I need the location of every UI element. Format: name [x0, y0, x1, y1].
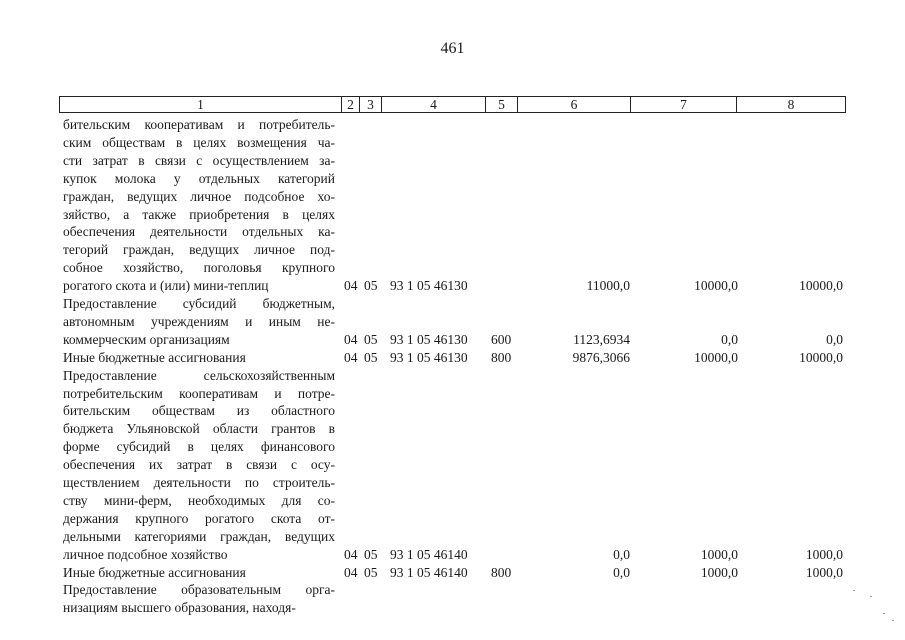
- header-col-4: 4: [382, 97, 486, 112]
- table-row: [0, 188, 905, 205]
- row-cell-c4: 93 1 05 46130: [390, 331, 468, 347]
- row-description: граждан, ведущих личное подсобное хо-: [63, 188, 335, 204]
- table-row: [0, 241, 905, 258]
- row-cell-c6: 0,0: [613, 546, 630, 562]
- row-cell-c4: 93 1 05 46140: [390, 564, 468, 580]
- row-description: зяйство, а также приобретения в целях: [63, 206, 335, 222]
- row-description: ству мини-ферм, необходимых для со-: [63, 492, 335, 508]
- row-description: Предоставление сельскохозяйственным: [63, 367, 335, 383]
- row-cell-c2: 04: [344, 564, 358, 580]
- row-cell-c5: 600: [491, 331, 512, 347]
- row-cell-c3: 05: [364, 278, 378, 294]
- page-number: 461: [440, 40, 465, 57]
- row-cell-c2: 04: [344, 278, 358, 294]
- header-col-6: 6: [518, 97, 631, 112]
- table-row: [0, 313, 905, 330]
- row-cell-c3: 05: [364, 564, 378, 580]
- table-row: [0, 152, 905, 169]
- table-row: [0, 438, 905, 455]
- row-description: держания крупного рогатого скота от-: [63, 510, 335, 526]
- table-row: [0, 206, 905, 223]
- row-description: форме субсидий в целях финансового: [63, 439, 335, 455]
- row-cell-c8: 0,0: [826, 331, 843, 347]
- row-cell-c5: 800: [491, 564, 512, 580]
- row-description: сти затрат в связи с осуществлением за-: [63, 152, 335, 168]
- table-row: [0, 331, 905, 348]
- row-cell-c2: 04: [344, 546, 358, 562]
- table-row: [0, 564, 905, 581]
- table-row: [0, 402, 905, 419]
- scan-speck: [870, 596, 872, 597]
- row-cell-c3: 05: [364, 546, 378, 562]
- row-description: Иные бюджетные ассигнования: [63, 564, 246, 580]
- table-row: [0, 599, 905, 616]
- row-cell-c8: 10000,0: [799, 278, 843, 294]
- row-cell-c4: 93 1 05 46130: [390, 349, 468, 365]
- row-cell-c2: 04: [344, 349, 358, 365]
- table-row: [0, 456, 905, 473]
- table-row: [0, 546, 905, 563]
- row-description: обеспечения их затрат в связи с осу-: [63, 457, 335, 473]
- row-cell-c6: 11000,0: [586, 278, 630, 294]
- row-cell-c8: 1000,0: [805, 564, 843, 580]
- row-description: Иные бюджетные ассигнования: [63, 349, 246, 365]
- table-row: [0, 528, 905, 545]
- row-description: коммерческим организациям: [63, 331, 230, 347]
- table-row: [0, 385, 905, 402]
- row-description: Предоставление образовательным орга-: [63, 582, 335, 598]
- scan-speck: [853, 590, 855, 591]
- table-row: [0, 223, 905, 240]
- table-row: [0, 420, 905, 437]
- row-cell-c6: 0,0: [613, 564, 630, 580]
- header-col-3: 3: [360, 97, 382, 112]
- header-col-2: 2: [342, 97, 360, 112]
- table-row: [0, 510, 905, 527]
- row-cell-c7: 0,0: [721, 331, 738, 347]
- scan-speck: [883, 613, 885, 614]
- row-cell-c3: 05: [364, 331, 378, 347]
- row-cell-c6: 1123,6934: [573, 331, 630, 347]
- header-col-8: 8: [787, 97, 795, 112]
- row-cell-c2: 04: [344, 331, 358, 347]
- row-description: тегорий граждан, ведущих личное под-: [63, 242, 335, 258]
- row-cell-c8: 1000,0: [805, 546, 843, 562]
- table-row: [0, 295, 905, 312]
- row-cell-c7: 1000,0: [700, 564, 738, 580]
- row-description: собное хозяйство, поголовья крупного: [63, 260, 335, 276]
- row-description: Предоставление субсидий бюджетным,: [63, 296, 335, 311]
- row-description: обеспечения деятельности отдельных ка-: [63, 224, 335, 240]
- table-row: [0, 581, 905, 598]
- row-cell-c4: 93 1 05 46130: [390, 278, 468, 294]
- table-row: [0, 116, 905, 133]
- row-description: низациям высшего образования, находя-: [63, 600, 296, 616]
- row-description: автономным учреждениям и иным не-: [63, 313, 335, 329]
- row-description: личное подсобное хозяйство: [63, 546, 228, 562]
- table-row: [0, 367, 905, 384]
- row-cell-c7: 1000,0: [700, 546, 738, 562]
- row-description: ским обществам в целях возмещения ча-: [63, 134, 335, 150]
- header-col-5: 5: [486, 97, 518, 112]
- header-col-7: 7: [631, 97, 737, 112]
- row-cell-c7: 10000,0: [694, 349, 738, 365]
- row-cell-c4: 93 1 05 46140: [390, 546, 468, 562]
- table-row: [0, 349, 905, 366]
- row-cell-c7: 10000,0: [694, 278, 738, 294]
- table-row: [0, 277, 905, 294]
- row-description: бительским обществам из областного: [63, 403, 335, 419]
- row-description: бюджета Ульяновской области грантов в: [63, 421, 335, 437]
- row-description: бительским кооперативам и потребитель-: [63, 117, 335, 132]
- table-header-row: [59, 96, 846, 113]
- scan-speck: [892, 620, 894, 621]
- table-row: [0, 474, 905, 491]
- row-description: рогатого скота и (или) мини-теплиц: [63, 278, 269, 294]
- row-cell-c5: 800: [491, 349, 512, 365]
- row-description: купок молока у отдельных категорий: [63, 170, 335, 186]
- row-cell-c3: 05: [364, 349, 378, 365]
- table-row: [0, 259, 905, 276]
- table-row: [0, 134, 905, 151]
- table-row: [0, 492, 905, 509]
- row-description: дельными категориями граждан, ведущих: [63, 528, 335, 544]
- row-description: ществлением деятельности по строитель-: [63, 475, 335, 490]
- row-cell-c8: 10000,0: [799, 349, 843, 365]
- table-row: [0, 170, 905, 187]
- header-col-1: 1: [60, 97, 342, 112]
- row-description: потребительским кооперативам и потре-: [63, 385, 335, 401]
- row-cell-c6: 9876,3066: [572, 349, 630, 365]
